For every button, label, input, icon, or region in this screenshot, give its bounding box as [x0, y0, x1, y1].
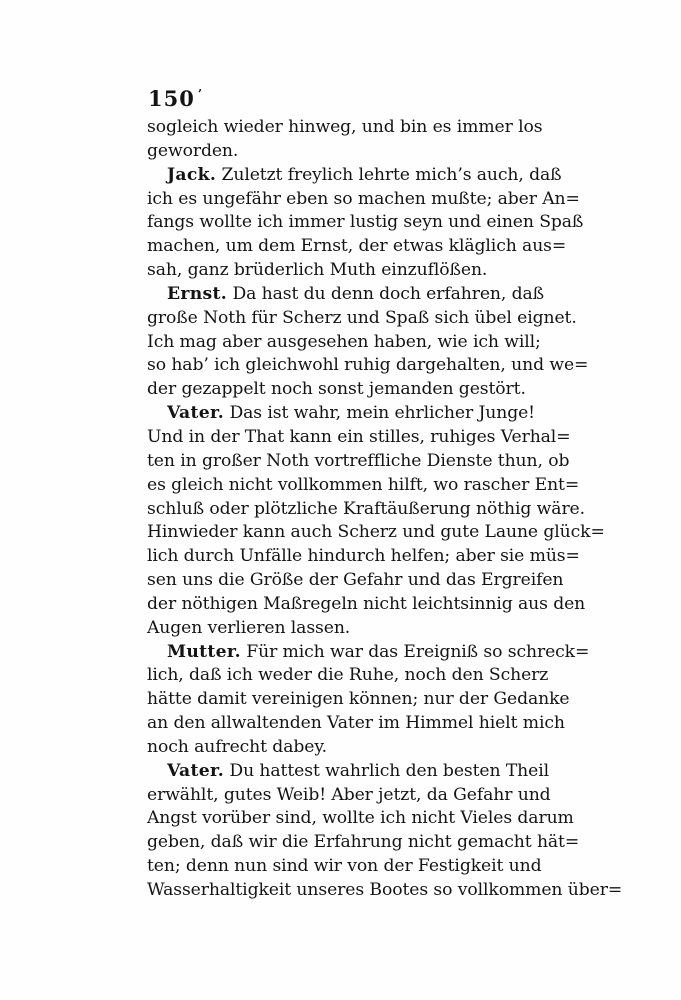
line-text: fangs wollte ich immer lustig seyn und einen Spaß: [147, 212, 584, 233]
line-text: Das ist wahr, mein ehrlicher Junge!: [229, 403, 535, 424]
text-line: [147, 569, 564, 593]
line-text: sogleich wieder hinweg, und bin es immer los: [147, 117, 543, 137]
text-line: [147, 545, 580, 569]
line-text: schluß oder plötzliche Kraftäußerung nöthig wäre.: [147, 498, 585, 519]
line-text: Für mich war das Ereigniß so schreck=: [246, 641, 590, 662]
text-line: [147, 164, 562, 188]
line-text: Hinwieder kann auch Scherz und gute Laune glück=: [147, 522, 605, 543]
text-line: [147, 712, 565, 736]
text-line: [147, 784, 551, 808]
line-text: hätte damit vereinigen können; nur der Gedanke: [147, 689, 570, 710]
line-text: es gleich nicht vollkommen hilft, wo rascher Ent=: [147, 474, 580, 495]
text-line: [147, 307, 577, 331]
line-text: große Noth für Scherz und Spaß sich übel eignet.: [147, 307, 577, 328]
line-text: geworden.: [147, 140, 239, 161]
line-text: Ich mag aber ausgesehen haben, wie ich will;: [147, 331, 541, 352]
text-line: [147, 688, 570, 712]
text-line: [147, 354, 589, 378]
text-line: [147, 140, 535, 164]
text-line: [147, 521, 605, 545]
line-text: so hab’ ich gleichwohl ruhig dargehalten, und we=: [147, 355, 589, 376]
text-line: [147, 807, 574, 831]
line-text: geben, daß wir die Erfahrung nicht gemacht hät=: [147, 832, 580, 853]
text-line: [147, 760, 550, 784]
text-line: [147, 378, 535, 402]
text-line: [147, 664, 549, 688]
text-line: [147, 879, 623, 903]
text-line: [147, 855, 542, 879]
page-number: [148, 86, 203, 111]
line-text: Du hattest wahrlich den besten Theil: [229, 760, 550, 781]
body-text: [147, 116, 623, 903]
line-text: Da hast du denn doch erfahren, daß: [232, 283, 545, 304]
text-line: [147, 474, 580, 498]
page-number-mark: ’: [197, 87, 204, 101]
line-text: ich es ungefähr eben so machen mußte; aber An=: [147, 188, 580, 209]
speaker-name: Vater.: [167, 403, 225, 424]
line-text: Augen verlieren lassen.: [147, 617, 351, 638]
line-text: an den allwaltenden Vater im Himmel hielt mich: [147, 713, 565, 734]
line-text: Zuletzt freylich lehrte mich’s auch, daß: [221, 164, 562, 185]
line-text: noch aufrecht dabey.: [147, 736, 328, 757]
line-text: lich, daß ich weder die Ruhe, noch den Scherz: [147, 665, 549, 686]
line-text: sen uns die Größe der Gefahr und das Ergreifen: [147, 570, 564, 591]
text-line: [147, 331, 541, 355]
text-line: [147, 235, 567, 259]
line-text: Und in der That kann ein stilles, ruhiges Verhal=: [147, 426, 571, 447]
text-line: [147, 283, 545, 307]
text-line: [147, 211, 584, 235]
line-text: lich durch Unfälle hindurch helfen; aber sie müs=: [147, 546, 580, 567]
text-line: [147, 736, 535, 760]
text-line: [147, 593, 586, 617]
speaker-name: Jack.: [167, 164, 217, 185]
line-text: der nöthigen Maßregeln nicht leichtsinnig aus den: [147, 593, 586, 614]
speaker-name: Ernst.: [167, 283, 228, 304]
text-line: [147, 450, 570, 474]
text-line: [147, 426, 571, 450]
line-text: Angst vorüber sind, wollte ich nicht Vieles darum: [147, 808, 574, 829]
text-line: [147, 498, 585, 522]
line-text: ten in großer Noth vortreffliche Dienste thun, ob: [147, 450, 570, 471]
text-line: [147, 402, 535, 426]
page-number-value: 150: [148, 86, 195, 111]
text-line: [147, 831, 580, 855]
text-line: [147, 641, 590, 665]
line-text: der gezappelt noch sonst jemanden gestört.: [147, 379, 526, 400]
text-line: [147, 259, 535, 283]
speaker-name: Vater.: [167, 760, 225, 781]
line-text: erwählt, gutes Weib! Aber jetzt, da Gefahr und: [147, 784, 551, 805]
line-text: sah, ganz brüderlich Muth einzuflößen.: [147, 260, 488, 281]
text-line: [147, 188, 580, 212]
line-text: ten; denn nun sind wir von der Festigkeit und: [147, 856, 542, 877]
text-line: [147, 617, 535, 641]
speaker-name: Mutter.: [167, 641, 241, 662]
text-line: [147, 116, 543, 140]
line-text: Wasserhaltigkeit unseres Bootes so vollkommen über=: [147, 880, 623, 900]
line-text: machen, um dem Ernst, der etwas kläglich aus=: [147, 236, 567, 257]
